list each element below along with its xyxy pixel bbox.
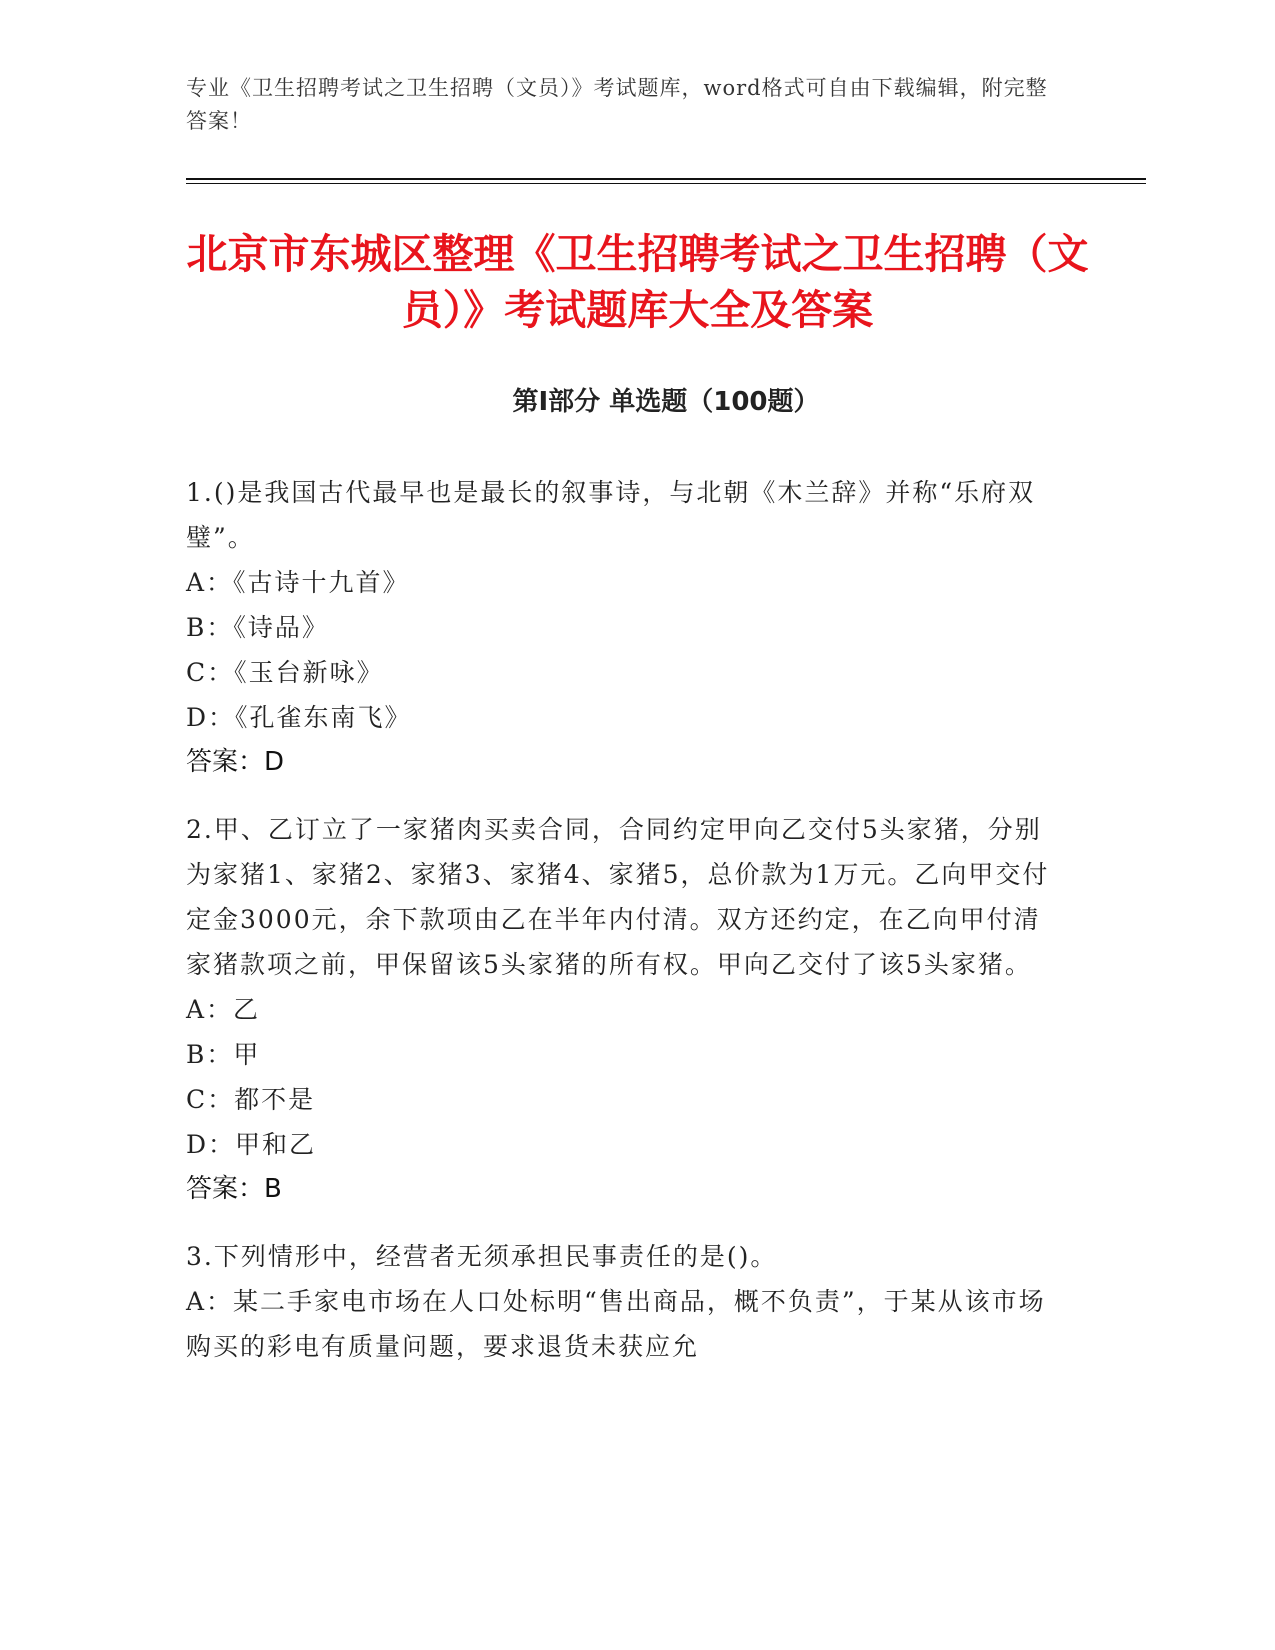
header-rule-thick — [186, 178, 1146, 180]
option-b: B：《诗品》 — [186, 613, 329, 642]
question-1 — [186, 470, 1066, 785]
answer: 答案：B — [186, 1174, 282, 1204]
question-stem: 1.()是我国古代最早也是最长的叙事诗，与北朝《木兰辞》并称“乐府双璧”。 — [186, 478, 1036, 552]
option-c: C：《玉台新咏》 — [186, 658, 384, 687]
answer: 答案：D — [186, 747, 285, 777]
question-2 — [186, 807, 1066, 1212]
option-a: A：乙 — [186, 995, 261, 1024]
section-title: 第Ⅰ部分 单选题（100题） — [512, 387, 820, 417]
question-list — [186, 470, 1066, 1391]
header-rule-thin — [186, 183, 1146, 184]
question-stem: 2.甲、乙订立了一家猪肉买卖合同，合同约定甲向乙交付5头家猪，分别为家猪1、家猪2、家猪3、家猪4、家猪5，总价款为1万元。乙向甲交付定金3000元，余下款项由乙在半年内付清。双方还约定，在乙向甲付清家猪款项之前，甲保留该5头家猪的所有权。甲向乙交付了该5头家猪。 — [186, 815, 1050, 979]
option-b: B：甲 — [186, 1040, 261, 1069]
option-d: D：甲和乙 — [186, 1130, 317, 1159]
option-d: D：《孔雀东南飞》 — [186, 703, 412, 732]
option-c: C：都不是 — [186, 1085, 316, 1114]
option-a: A：某二手家电市场在人口处标明“售出商品，概不负责”，于某从该市场购买的彩电有质量问题，要求退货未获应允 — [186, 1287, 1046, 1361]
header-note: 专业《卫生招聘考试之卫生招聘（文员）》考试题库，word格式可自由下载编辑，附完整答案！ — [186, 76, 1048, 133]
document-title: 北京市东城区整理《卫生招聘考试之卫生招聘（文员）》考试题库大全及答案 — [186, 230, 1089, 334]
option-a: A：《古诗十九首》 — [186, 568, 410, 597]
question-3 — [186, 1234, 1066, 1369]
question-stem: 3.下列情形中，经营者无须承担民事责任的是()。 — [186, 1242, 778, 1271]
